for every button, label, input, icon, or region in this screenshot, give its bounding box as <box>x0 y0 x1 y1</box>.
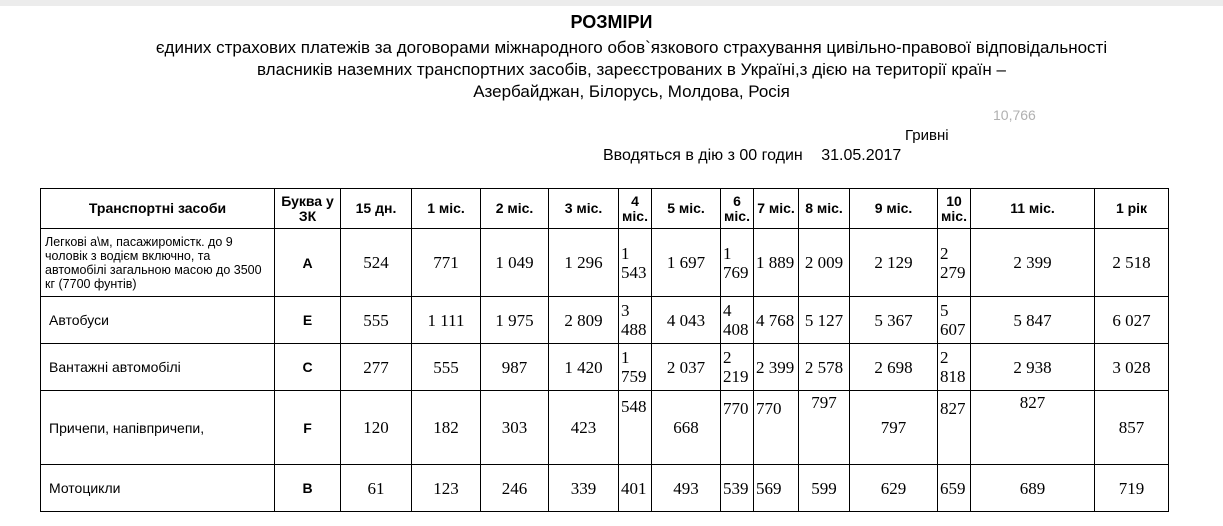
cell-value: 5 607 <box>938 297 971 344</box>
cell-value: 1 420 <box>549 344 619 391</box>
cell-value: 2 399 <box>754 344 799 391</box>
document-title: РОЗМІРИ <box>570 12 653 32</box>
cell-value: 524 <box>341 229 412 297</box>
cell-value: 569 <box>754 465 799 512</box>
header-7-months: 7 міс. <box>754 189 799 229</box>
cell-value: 1 889 <box>754 229 799 297</box>
cell-value: 689 <box>971 465 1095 512</box>
row-vehicle: Автобуси <box>41 297 275 344</box>
top-bar <box>0 0 1223 6</box>
cell-value: 555 <box>412 344 481 391</box>
table-row <box>41 297 1169 344</box>
header-1-year: 1 рік <box>1095 189 1169 229</box>
header-8-months: 8 міс. <box>799 189 850 229</box>
cell-value: 5 127 <box>799 297 850 344</box>
cell-value: 771 <box>412 229 481 297</box>
row-vehicle: Мотоцикли <box>41 465 275 512</box>
cell-value: 5 847 <box>971 297 1095 344</box>
row-vehicle: Легкові а\м, пасажиромістк. до 9 чоловік з водієм включно, та автомобілі загальною масою до 3500 кг (7700 фунтів) <box>41 229 275 297</box>
cell-value: 539 <box>721 465 754 512</box>
cell-value: 4 043 <box>652 297 721 344</box>
cell-value: 2 279 <box>938 229 971 297</box>
cell-value: 5 367 <box>850 297 938 344</box>
cell-value: 3 488 <box>619 297 652 344</box>
rates-table <box>40 188 1169 512</box>
cell-value: 4 408 <box>721 297 754 344</box>
header-letter: Буква у ЗК <box>275 189 341 229</box>
cell-value: 4 768 <box>754 297 799 344</box>
header-15-days: 15 дн. <box>341 189 412 229</box>
cell-value: 827 <box>971 391 1095 465</box>
cell-value: 797 <box>850 391 938 465</box>
table-row <box>41 229 1169 297</box>
row-letter: С <box>275 344 341 391</box>
cell-value: 2 818 <box>938 344 971 391</box>
cell-value: 493 <box>652 465 721 512</box>
cell-value: 987 <box>481 344 549 391</box>
cell-value: 2 518 <box>1095 229 1169 297</box>
cell-value: 2 037 <box>652 344 721 391</box>
cell-value: 123 <box>412 465 481 512</box>
cell-value: 857 <box>1095 391 1169 465</box>
cell-value: 1 543 <box>619 229 652 297</box>
cell-value: 770 <box>721 391 754 465</box>
cell-value: 659 <box>938 465 971 512</box>
header-2-months: 2 міс. <box>481 189 549 229</box>
cell-value: 2 578 <box>799 344 850 391</box>
cell-value: 555 <box>341 297 412 344</box>
row-vehicle: Вантажні автомобілі <box>41 344 275 391</box>
header-11-months: 11 міс. <box>971 189 1095 229</box>
effective-date: 31.05.2017 <box>821 147 902 164</box>
cell-value: 3 028 <box>1095 344 1169 391</box>
document-subtitle <box>20 37 1223 103</box>
cell-value: 1 769 <box>721 229 754 297</box>
subtitle-line-2: власників наземних транспортних засобів, зареєстрованих в Україні,з дією на території країн – <box>257 60 1006 79</box>
cell-value: 1 975 <box>481 297 549 344</box>
cell-value: 599 <box>799 465 850 512</box>
cell-value: 423 <box>549 391 619 465</box>
row-letter: В <box>275 465 341 512</box>
table-row <box>41 391 1169 465</box>
cell-value: 6 027 <box>1095 297 1169 344</box>
row-vehicle: Причепи, напівпричепи, <box>41 391 275 465</box>
cell-value: 1 111 <box>412 297 481 344</box>
header-row <box>41 189 1169 229</box>
cell-value: 629 <box>850 465 938 512</box>
header-5-months: 5 міс. <box>652 189 721 229</box>
header-9-months: 9 міс. <box>850 189 938 229</box>
cell-value: 2 938 <box>971 344 1095 391</box>
cell-value: 797 <box>799 391 850 465</box>
cell-value: 61 <box>341 465 412 512</box>
cell-value: 668 <box>652 391 721 465</box>
subtitle-line-1: єдиних страхових платежів за договорами міжнародного обов`язкового страхування цивільно-правової відповідальності <box>155 38 1108 57</box>
grey-number: 10,766 <box>993 107 1036 123</box>
cell-value: 120 <box>341 391 412 465</box>
effective-date-line <box>603 147 901 165</box>
cell-value: 182 <box>412 391 481 465</box>
cell-value: 770 <box>754 391 799 465</box>
cell-value: 2 698 <box>850 344 938 391</box>
cell-value: 339 <box>549 465 619 512</box>
cell-value: 719 <box>1095 465 1169 512</box>
row-letter: А <box>275 229 341 297</box>
cell-value: 303 <box>481 391 549 465</box>
cell-value: 246 <box>481 465 549 512</box>
subtitle-line-3: Азербайджан, Білорусь, Молдова, Росія <box>473 82 790 101</box>
cell-value: 2 129 <box>850 229 938 297</box>
header-4-months: 4 міс. <box>619 189 652 229</box>
cell-value: 277 <box>341 344 412 391</box>
cell-value: 1 697 <box>652 229 721 297</box>
cell-value: 401 <box>619 465 652 512</box>
header-vehicle: Транспортні засоби <box>41 189 275 229</box>
row-letter: Е <box>275 297 341 344</box>
currency-label: Гривні <box>905 127 949 144</box>
header-1-month: 1 міс. <box>412 189 481 229</box>
cell-value: 827 <box>938 391 971 465</box>
cell-value: 548 <box>619 391 652 465</box>
cell-value: 1 759 <box>619 344 652 391</box>
row-letter: F <box>275 391 341 465</box>
effective-label: Вводяться в дію з 00 годин <box>603 147 803 164</box>
header-6-months: 6 міс. <box>721 189 754 229</box>
cell-value: 1 296 <box>549 229 619 297</box>
table-row <box>41 465 1169 512</box>
cell-value: 1 049 <box>481 229 549 297</box>
header-10-months: 10 міс. <box>938 189 971 229</box>
header-3-months: 3 міс. <box>549 189 619 229</box>
table-row <box>41 344 1169 391</box>
cell-value: 2 809 <box>549 297 619 344</box>
cell-value: 2 219 <box>721 344 754 391</box>
cell-value: 2 399 <box>971 229 1095 297</box>
cell-value: 2 009 <box>799 229 850 297</box>
